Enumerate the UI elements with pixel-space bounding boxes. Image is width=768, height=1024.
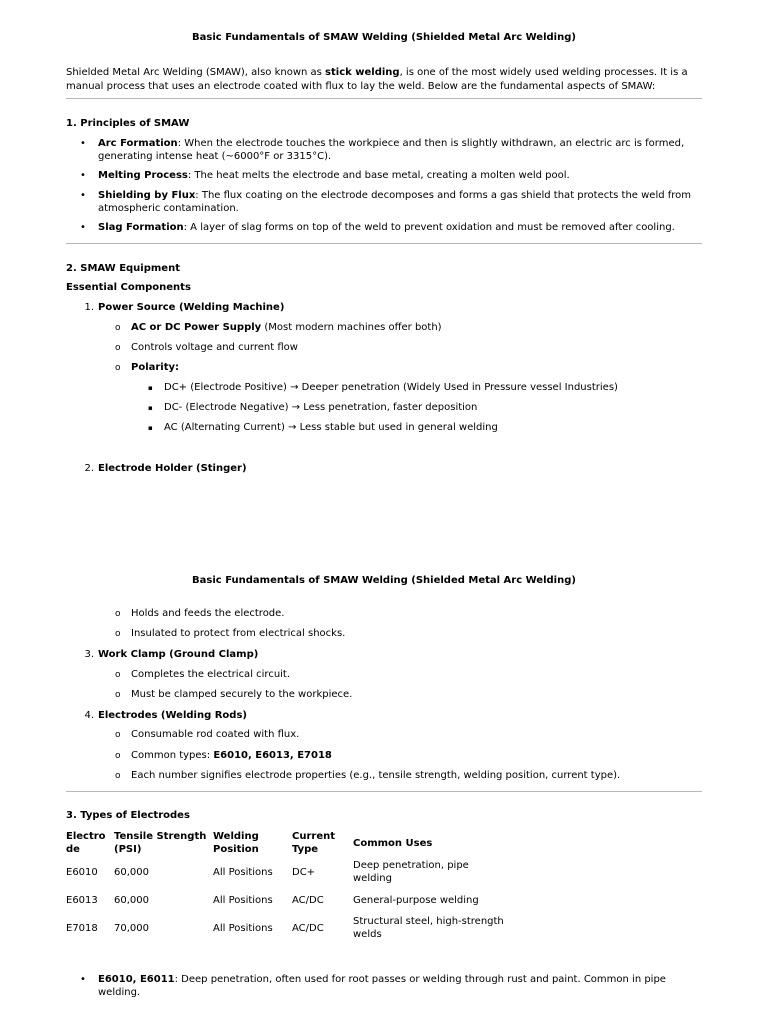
bullet-icon: • [80,170,86,181]
sub-item: Insulated to protect from electrical shocks. [131,628,346,639]
note-text: : Deep penetration, often used for root passes or welding through rust and paint. Common in pipe welding. [98,974,666,998]
sub-item: Must be clamped securely to the workpiece. [131,689,353,700]
table-row [64,858,510,886]
table-cell: 70,000 [114,922,149,934]
sub-item-text: Common types: [131,750,214,761]
principle-text: : The flux coating on the electrode decomposes and forms a gas shield that protects the weld from atmospheric contamination. [98,190,692,214]
principle-term: Arc Formation [98,138,178,149]
circle-bullet-icon: o [115,323,121,333]
polarity-item: DC+ (Electrode Positive) → Deeper penetration (Widely Used in Pressure vessel Industries) [164,382,618,393]
principle-text: : The heat melts the electrode and base metal, creating a molten weld pool. [187,170,570,181]
table-cell: E6010 [66,866,98,878]
component-label: Electrode Holder (Stinger) [98,463,247,474]
subheading-components: Essential Components [66,282,191,293]
bullet-icon: • [80,222,86,233]
principle-item [98,221,702,234]
polarity-item: AC (Alternating Current) → Less stable but used in general welding [164,422,498,433]
electrode-types-table [64,828,510,942]
sub-item-text: (Most modern machines offer both) [261,322,442,333]
principle-term: Melting Process [98,170,188,181]
list-number: 1. [84,302,94,313]
table-cell: Structural steel, high-strength welds [353,916,504,940]
sub-item [131,362,711,373]
sub-item: Holds and feeds the electrode. [131,608,285,619]
bullet-icon: • [80,138,86,149]
section-heading-types: 3. Types of Electrodes [66,810,190,821]
bullet-icon: • [80,190,86,201]
principle-item [98,137,702,163]
circle-bullet-icon: o [115,629,121,639]
circle-bullet-icon: o [115,771,121,781]
circle-bullet-icon: o [115,751,121,761]
circle-bullet-icon: o [115,670,121,680]
note-bold: E6010, E6011 [98,974,175,985]
intro-paragraph [66,66,706,94]
table-cell: E6013 [66,894,98,906]
section-heading-equipment: 2. SMAW Equipment [66,263,180,274]
square-bullet-icon: ▪ [148,384,153,392]
sub-item [131,322,711,333]
table-row [64,914,510,942]
list-number: 4. [84,710,94,721]
sub-item: Each number signifies electrode properties (e.g., tensile strength, welding position, current type). [131,770,621,781]
square-bullet-icon: ▪ [148,424,153,432]
divider [66,98,702,99]
table-cell: DC+ [292,866,316,878]
table-row [64,886,510,914]
column-header: Common Uses [353,837,433,849]
table-cell: All Positions [213,922,273,934]
column-header: Tensile Strength (PSI) [114,831,207,855]
sub-item-bold: E6010, E6013, E7018 [213,750,332,761]
column-header: Current Type [292,831,336,855]
principle-term: Slag Formation [98,222,184,233]
divider [66,243,702,244]
sub-item-bold: AC or DC Power Supply [131,322,262,333]
principle-text: : When the electrode touches the workpiece and then is slightly withdrawn, an electric arc is formed, generating intense heat (~6000°F or 3315°C). [98,138,685,162]
circle-bullet-icon: o [115,690,121,700]
table-cell: Deep penetration, pipe welding [353,860,469,884]
table-cell: E7018 [66,922,98,934]
principle-item [98,169,702,182]
circle-bullet-icon: o [115,343,121,353]
divider [66,791,702,792]
sub-item: Controls voltage and current flow [131,342,298,353]
table-header-row [64,828,510,858]
sub-item [131,750,711,761]
table-cell: AC/DC [292,894,324,906]
circle-bullet-icon: o [115,363,121,373]
sub-item: Completes the electrical circuit. [131,669,291,680]
intro-bold: stick welding [325,67,400,78]
component-label: Work Clamp (Ground Clamp) [98,649,259,660]
principle-text: : A layer of slag forms on top of the weld to prevent oxidation and must be removed after cooling. [183,222,675,233]
intro-post: , is one of the most widely used welding processes. It is a manual process that uses an electrode coated with flux to lay the weld. Below are the fundamental aspects of SMAW: [66,67,688,92]
table-cell: All Positions [213,894,273,906]
polarity-item: DC- (Electrode Negative) → Less penetration, faster deposition [164,402,478,413]
square-bullet-icon: ▪ [148,404,153,412]
list-number: 2. [84,463,94,474]
principle-term: Shielding by Flux [98,190,196,201]
column-header: Electro de [66,831,106,855]
table-cell: All Positions [213,866,273,878]
circle-bullet-icon: o [115,609,121,619]
table-cell: 60,000 [114,894,149,906]
sub-item: Consumable rod coated with flux. [131,729,300,740]
circle-bullet-icon: o [115,730,121,740]
table-cell: 60,000 [114,866,149,878]
component-label: Power Source (Welding Machine) [98,302,285,313]
page-title: Basic Fundamentals of SMAW Welding (Shielded Metal Arc Welding) [192,32,576,43]
intro-pre: Shielded Metal Arc Welding (SMAW), also known as [66,67,326,78]
principle-item [98,189,702,215]
table-cell: General-purpose welding [353,894,479,906]
section-heading-principles: 1. Principles of SMAW [66,118,190,129]
sub-item-bold: Polarity: [131,362,180,373]
page-title-repeat: Basic Fundamentals of SMAW Welding (Shielded Metal Arc Welding) [192,575,576,586]
list-number: 3. [84,649,94,660]
component-label: Electrodes (Welding Rods) [98,710,247,721]
table-cell: AC/DC [292,922,324,934]
column-header: Welding Position [213,831,259,855]
bullet-icon: • [80,974,86,985]
electrode-note [98,973,702,999]
